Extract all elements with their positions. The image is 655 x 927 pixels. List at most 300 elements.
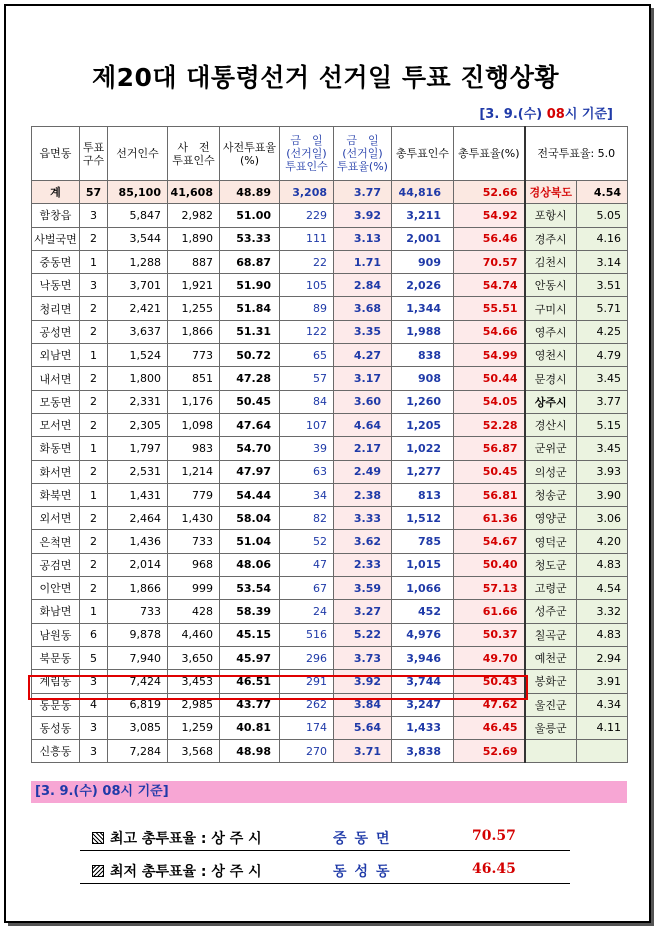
cell-name: 화서면 [32,460,80,483]
cell-early-voters: 983 [168,437,220,460]
table-row [32,577,628,600]
cell-voters: 1,866 [108,577,168,600]
cell-total-rate: 47.62 [454,693,525,716]
header-name: 읍면동 [32,127,80,181]
cell-total-voters: 1,205 [392,413,454,436]
header-national-rate: 전국투표율: 5.0 [525,127,628,181]
cell-name: 낙동면 [32,274,80,297]
cell-eday-voters: 107 [280,413,334,436]
cell-early-voters: 4,460 [168,623,220,646]
total-households: 57 [80,181,108,204]
cell-region: 안동시 [525,274,577,297]
cell-region-rate: 3.06 [577,507,628,530]
cell-total-voters: 1,433 [392,716,454,739]
cell-region-rate: 4.20 [577,530,628,553]
cell-name: 중동면 [32,250,80,273]
total-eday-rate: 3.77 [334,181,392,204]
cell-early-voters: 1,098 [168,413,220,436]
cell-households: 3 [80,740,108,763]
cell-eday-voters: 174 [280,716,334,739]
cell-name: 동문동 [32,693,80,716]
cell-households: 3 [80,204,108,227]
cell-region-rate: 5.05 [577,204,628,227]
cell-early-voters: 773 [168,344,220,367]
total-voters: 85,100 [108,181,168,204]
table-row [32,507,628,530]
cell-early-rate: 53.54 [220,577,280,600]
cell-eday-voters: 63 [280,460,334,483]
frame-shadow-right [651,8,654,925]
cell-total-rate: 50.45 [454,460,525,483]
cell-eday-rate: 5.22 [334,623,392,646]
cell-eday-rate: 1.71 [334,250,392,273]
highest-town: 중동면 [333,831,398,847]
header-voters: 선거인수 [108,127,168,181]
cell-eday-rate: 3.84 [334,693,392,716]
cell-households: 1 [80,344,108,367]
cell-region-rate: 3.90 [577,483,628,506]
cell-region-rate: 4.11 [577,716,628,739]
cell-total-rate: 55.51 [454,297,525,320]
cell-region: 울릉군 [525,716,577,739]
cell-early-voters: 1,921 [168,274,220,297]
cell-total-rate: 52.28 [454,413,525,436]
cell-eday-voters: 47 [280,553,334,576]
cell-households: 2 [80,530,108,553]
total-region-rate: 4.54 [577,181,628,204]
cell-early-rate: 50.72 [220,344,280,367]
cell-total-rate: 56.81 [454,483,525,506]
cell-early-voters: 3,568 [168,740,220,763]
cell-name: 이안면 [32,577,80,600]
cell-region: 의성군 [525,460,577,483]
cell-total-voters: 3,247 [392,693,454,716]
cell-region-rate: 3.45 [577,367,628,390]
cell-early-rate: 51.31 [220,320,280,343]
table-row [32,390,628,413]
cell-total-rate: 50.40 [454,553,525,576]
cell-early-voters: 3,650 [168,646,220,669]
cell-voters: 3,637 [108,320,168,343]
cell-name: 내서면 [32,367,80,390]
cell-early-voters: 1,259 [168,716,220,739]
total-total-voters: 44,816 [392,181,454,204]
cell-total-voters: 1,512 [392,507,454,530]
cell-total-rate: 54.99 [454,344,525,367]
cell-early-voters: 887 [168,250,220,273]
cell-total-voters: 3,744 [392,670,454,693]
cell-voters: 1,288 [108,250,168,273]
cell-eday-voters: 122 [280,320,334,343]
cell-region: 울진군 [525,693,577,716]
cell-early-rate: 45.15 [220,623,280,646]
cell-households: 6 [80,623,108,646]
cell-households: 2 [80,320,108,343]
cell-eday-rate: 5.64 [334,716,392,739]
cell-early-rate: 58.04 [220,507,280,530]
cell-name: 공성면 [32,320,80,343]
cell-households: 4 [80,693,108,716]
cell-name: 신흥동 [32,740,80,763]
table-row [32,483,628,506]
cell-eday-voters: 291 [280,670,334,693]
cell-total-rate: 54.67 [454,530,525,553]
cell-region: 경산시 [525,413,577,436]
cell-households: 1 [80,600,108,623]
cell-early-rate: 45.97 [220,646,280,669]
cell-total-voters: 3,838 [392,740,454,763]
cell-early-rate: 51.00 [220,204,280,227]
cell-eday-voters: 39 [280,437,334,460]
cell-households: 3 [80,716,108,739]
cell-early-rate: 54.44 [220,483,280,506]
cell-total-rate: 50.43 [454,670,525,693]
cell-eday-rate: 4.64 [334,413,392,436]
cell-region-rate: 3.93 [577,460,628,483]
cell-name: 화동면 [32,437,80,460]
cell-total-rate: 56.46 [454,227,525,250]
header-eday-voters: 금 일 (선거일) 투표인수 [280,127,334,181]
cell-total-rate: 57.13 [454,577,525,600]
cell-region-rate: 3.45 [577,437,628,460]
cell-voters: 2,421 [108,297,168,320]
cell-eday-voters: 22 [280,250,334,273]
cell-voters: 1,800 [108,367,168,390]
cell-early-voters: 2,985 [168,693,220,716]
cell-early-voters: 3,453 [168,670,220,693]
cell-name: 동성동 [32,716,80,739]
cell-voters: 7,424 [108,670,168,693]
total-name: 계 [32,181,80,204]
cell-region: 문경시 [525,367,577,390]
cell-total-voters: 838 [392,344,454,367]
cell-total-voters: 1,260 [392,390,454,413]
table-row [32,204,628,227]
cell-households: 2 [80,297,108,320]
cell-region-rate: 3.14 [577,250,628,273]
cell-total-rate: 70.57 [454,250,525,273]
header-eday-rate: 금 일 (선거일) 투표율(%) [334,127,392,181]
cell-eday-rate: 3.73 [334,646,392,669]
cell-total-voters: 1,277 [392,460,454,483]
cell-early-rate: 47.28 [220,367,280,390]
cell-voters: 3,544 [108,227,168,250]
cell-region: 군위군 [525,437,577,460]
lowest-town: 동성동 [333,864,398,880]
summary-bottom-line [80,883,570,884]
hatch-icon [92,865,104,877]
total-eday-voters: 3,208 [280,181,334,204]
cell-early-voters: 1,255 [168,297,220,320]
cell-households: 2 [80,460,108,483]
cell-eday-voters: 89 [280,297,334,320]
cell-region: 영천시 [525,344,577,367]
cell-region-rate: 2.94 [577,646,628,669]
table-row [32,740,628,763]
cell-region: 고령군 [525,577,577,600]
cell-region: 포항시 [525,204,577,227]
cell-region: 김천시 [525,250,577,273]
cell-eday-voters: 82 [280,507,334,530]
page-title: 제20대 대통령선거 선거일 투표 진행상황 [91,63,559,92]
cell-households: 3 [80,274,108,297]
cell-voters: 2,305 [108,413,168,436]
cell-voters: 9,878 [108,623,168,646]
cell-early-rate: 47.97 [220,460,280,483]
cell-households: 2 [80,507,108,530]
cell-total-rate: 54.66 [454,320,525,343]
cell-name: 함창읍 [32,204,80,227]
cell-early-rate: 48.98 [220,740,280,763]
cell-early-voters: 1,214 [168,460,220,483]
cell-early-voters: 779 [168,483,220,506]
cell-voters: 2,531 [108,460,168,483]
table-row [32,600,628,623]
cell-name: 사벌국면 [32,227,80,250]
cell-voters: 1,431 [108,483,168,506]
cell-region: 상주시 [525,390,577,413]
highest-label: 최고 총투표율 : 상 주 시 [110,831,262,847]
cell-households: 2 [80,577,108,600]
cell-name: 공검면 [32,553,80,576]
cell-households: 2 [80,553,108,576]
table-row [32,670,628,693]
cell-eday-rate: 2.17 [334,437,392,460]
table-row [32,320,628,343]
cell-total-voters: 452 [392,600,454,623]
cell-households: 1 [80,483,108,506]
table-row [32,367,628,390]
table-row [32,716,628,739]
basis-suffix: 시 기준] [564,107,613,122]
cell-total-voters: 908 [392,367,454,390]
cell-region: 구미시 [525,297,577,320]
cell-total-rate: 54.05 [454,390,525,413]
cell-households: 2 [80,413,108,436]
cell-households: 1 [80,437,108,460]
cell-early-rate: 48.06 [220,553,280,576]
summary-basis-bar: [3. 9.(수) 08시 기준] [31,781,627,803]
table-row [32,693,628,716]
cell-region: 봉화군 [525,670,577,693]
cell-total-voters: 785 [392,530,454,553]
cell-eday-rate: 4.27 [334,344,392,367]
cell-total-rate: 54.74 [454,274,525,297]
cell-early-rate: 54.70 [220,437,280,460]
cell-name: 모서면 [32,413,80,436]
cell-region: 청도군 [525,553,577,576]
cell-households: 2 [80,367,108,390]
cell-voters: 1,524 [108,344,168,367]
cell-eday-rate: 3.17 [334,367,392,390]
cell-region-rate: 3.91 [577,670,628,693]
frame-shadow-bottom [8,923,654,926]
cell-name: 외서면 [32,507,80,530]
cell-eday-voters: 67 [280,577,334,600]
cell-households: 2 [80,390,108,413]
cell-eday-rate: 3.92 [334,670,392,693]
cell-region: 성주군 [525,600,577,623]
table-row [32,553,628,576]
cell-early-rate: 58.39 [220,600,280,623]
cell-early-voters: 1,176 [168,390,220,413]
cell-early-voters: 851 [168,367,220,390]
cell-eday-voters: 52 [280,530,334,553]
cell-name: 은척면 [32,530,80,553]
cell-early-voters: 968 [168,553,220,576]
highest-rate: 70.57 [472,828,516,844]
basis-prefix: [3. 9.(수) [479,107,547,122]
header-households: 투표 구수 [80,127,108,181]
cell-total-voters: 1,066 [392,577,454,600]
cell-total-voters: 813 [392,483,454,506]
cell-region: 경주시 [525,227,577,250]
cell-total-rate: 46.45 [454,716,525,739]
table-row [32,297,628,320]
cell-total-voters: 4,976 [392,623,454,646]
cell-name: 화남면 [32,600,80,623]
cell-early-voters: 428 [168,600,220,623]
cell-households: 3 [80,670,108,693]
cell-name: 계림동 [32,670,80,693]
cell-eday-rate: 3.35 [334,320,392,343]
table-row [32,623,628,646]
cell-eday-rate: 3.71 [334,740,392,763]
cell-eday-rate: 3.62 [334,530,392,553]
cell-eday-rate: 3.13 [334,227,392,250]
cell-early-rate: 50.45 [220,390,280,413]
cell-region: 예천군 [525,646,577,669]
cell-total-voters: 909 [392,250,454,273]
cell-eday-voters: 24 [280,600,334,623]
cell-region-rate: 4.16 [577,227,628,250]
cell-region-rate: 5.15 [577,413,628,436]
total-total-rate: 52.66 [454,181,525,204]
cell-total-rate: 61.66 [454,600,525,623]
cell-early-rate: 51.84 [220,297,280,320]
cell-eday-voters: 111 [280,227,334,250]
total-row [32,181,628,204]
table-row [32,530,628,553]
cell-region-rate: 4.34 [577,693,628,716]
table-row [32,413,628,436]
cell-eday-voters: 229 [280,204,334,227]
cell-region-rate [577,740,628,763]
cell-total-rate: 49.70 [454,646,525,669]
cell-region-rate: 4.25 [577,320,628,343]
cell-voters: 2,331 [108,390,168,413]
turnout-table [31,126,628,763]
cell-eday-voters: 34 [280,483,334,506]
basis-time [479,103,613,122]
cell-total-voters: 2,001 [392,227,454,250]
cell-early-voters: 1,890 [168,227,220,250]
cell-region-rate: 4.79 [577,344,628,367]
cell-early-rate: 51.04 [220,530,280,553]
cell-voters: 5,847 [108,204,168,227]
cell-voters: 733 [108,600,168,623]
cell-region-rate: 4.83 [577,623,628,646]
cell-voters: 2,464 [108,507,168,530]
cell-eday-rate: 2.84 [334,274,392,297]
total-early-rate: 48.89 [220,181,280,204]
table-header-row [32,127,628,181]
cell-eday-rate: 3.68 [334,297,392,320]
summary-highest-row [80,824,570,848]
cell-eday-rate: 3.59 [334,577,392,600]
table-row [32,437,628,460]
cell-early-voters: 1,430 [168,507,220,530]
cell-early-rate: 46.51 [220,670,280,693]
cell-eday-voters: 296 [280,646,334,669]
cell-voters: 7,284 [108,740,168,763]
cell-eday-rate: 2.38 [334,483,392,506]
table-row [32,274,628,297]
cell-name: 북문동 [32,646,80,669]
cell-eday-rate: 3.60 [334,390,392,413]
cell-early-voters: 1,866 [168,320,220,343]
cell-eday-voters: 262 [280,693,334,716]
cell-total-rate: 61.36 [454,507,525,530]
table-body [32,181,628,763]
summary-divider [80,850,570,851]
cell-early-voters: 2,982 [168,204,220,227]
cell-region-rate: 4.54 [577,577,628,600]
cell-early-rate: 51.90 [220,274,280,297]
cell-eday-voters: 57 [280,367,334,390]
cell-region: 영주시 [525,320,577,343]
cell-region-rate: 3.77 [577,390,628,413]
hatch-icon [92,832,104,844]
cell-region-rate: 3.51 [577,274,628,297]
cell-early-rate: 43.77 [220,693,280,716]
cell-total-voters: 3,946 [392,646,454,669]
cell-region: 칠곡군 [525,623,577,646]
cell-eday-voters: 270 [280,740,334,763]
cell-region: 청송군 [525,483,577,506]
cell-region: 영덕군 [525,530,577,553]
cell-name: 외남면 [32,344,80,367]
cell-eday-rate: 3.33 [334,507,392,530]
cell-total-rate: 52.69 [454,740,525,763]
cell-eday-rate: 2.33 [334,553,392,576]
cell-name: 모동면 [32,390,80,413]
cell-name: 청리면 [32,297,80,320]
table-row [32,344,628,367]
cell-region-rate: 4.83 [577,553,628,576]
cell-name: 남원동 [32,623,80,646]
cell-voters: 6,819 [108,693,168,716]
cell-region [525,740,577,763]
cell-total-voters: 1,988 [392,320,454,343]
table-row [32,646,628,669]
cell-early-rate: 40.81 [220,716,280,739]
cell-total-voters: 2,026 [392,274,454,297]
header-early-voters: 사 전 투표인수 [168,127,220,181]
cell-early-voters: 999 [168,577,220,600]
basis-hour: 08 [546,107,565,122]
cell-voters: 3,085 [108,716,168,739]
cell-early-rate: 53.33 [220,227,280,250]
lowest-label: 최저 총투표율 : 상 주 시 [110,864,262,880]
cell-total-rate: 56.87 [454,437,525,460]
cell-voters: 1,797 [108,437,168,460]
total-early-voters: 41,608 [168,181,220,204]
cell-households: 5 [80,646,108,669]
cell-voters: 1,436 [108,530,168,553]
summary-lowest-row [80,857,570,881]
cell-eday-voters: 105 [280,274,334,297]
